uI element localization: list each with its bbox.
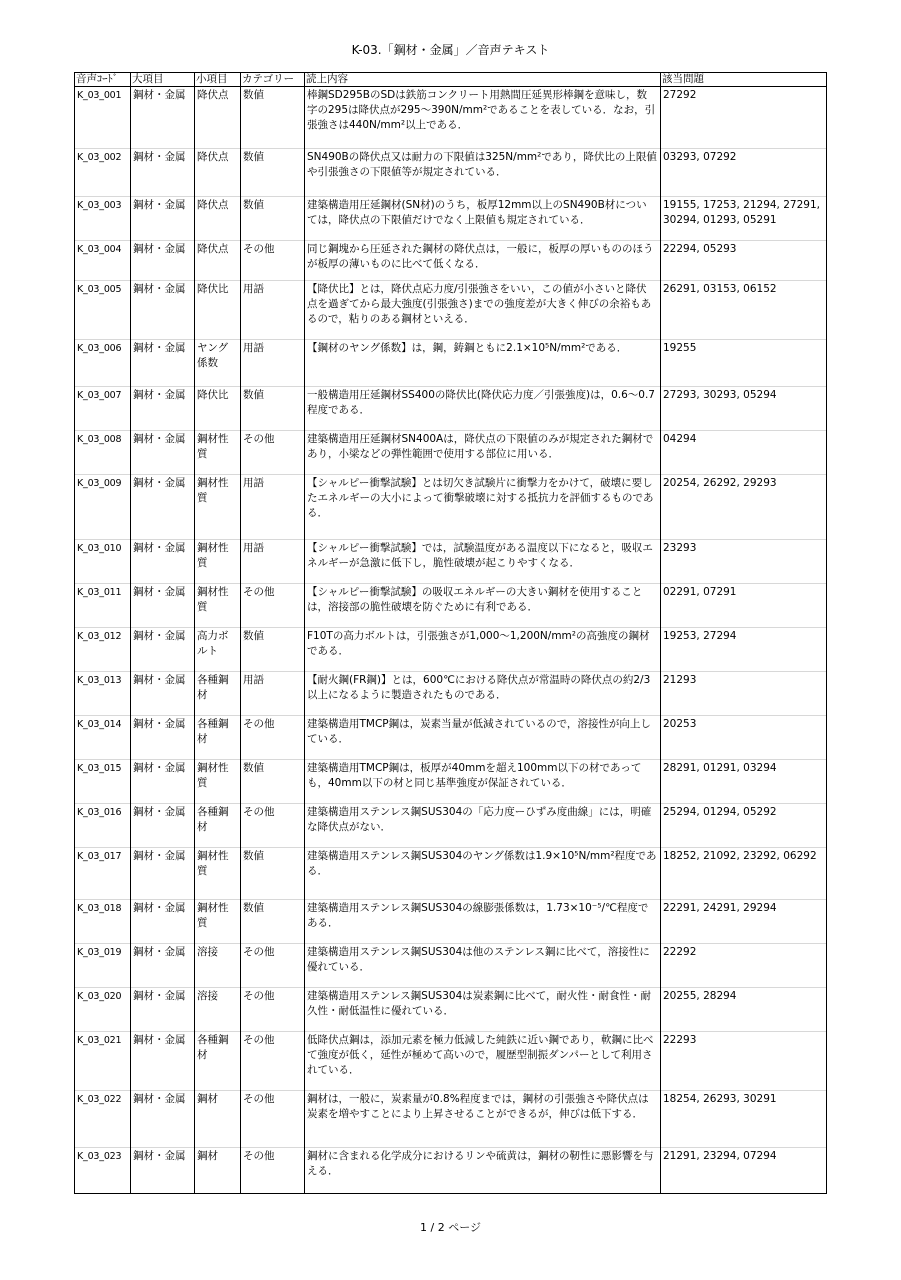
cell-minor: 各種鋼材 [195, 716, 241, 760]
cell-major: 鋼材・金属 [131, 804, 195, 848]
cell-text: 建築構造用ステンレス鋼SUS304は他のステンレス鋼に比べて，溶接性に優れている． [305, 944, 661, 988]
cell-text: 建築構造用TMCP鋼は，炭素当量が低減されているので，溶接性が向上している． [305, 716, 661, 760]
cell-text: 建築構造用圧延鋼材SN400Aは，降伏点の下限値のみが規定された鋼材であり，小梁などの弾性範囲で使用する部位に用いる． [305, 431, 661, 475]
cell-major: 鋼材・金属 [131, 431, 195, 475]
table-row [75, 1148, 827, 1194]
cell-minor: 降伏比 [195, 281, 241, 340]
cell-text: 【シャルピー衝撃試験】では，試験温度がある温度以下になると，吸収エネルギーが急激に低下し，脆性破壊が起こりやすくなる． [305, 540, 661, 584]
cell-category: その他 [241, 241, 305, 281]
cell-text: 建築構造用ステンレス鋼SUS304の「応力度ーひずみ度曲線」には，明確な降伏点がない． [305, 804, 661, 848]
cell-category: 数値 [241, 848, 305, 900]
cell-category: 数値 [241, 149, 305, 197]
cell-major: 鋼材・金属 [131, 540, 195, 584]
cell-code: K_03_003 [75, 197, 131, 241]
cell-major: 鋼材・金属 [131, 848, 195, 900]
cell-refs: 20255, 28294 [661, 988, 827, 1032]
cell-code: K_03_019 [75, 944, 131, 988]
cell-code: K_03_008 [75, 431, 131, 475]
cell-category: その他 [241, 1148, 305, 1194]
cell-major: 鋼材・金属 [131, 760, 195, 804]
cell-category: その他 [241, 944, 305, 988]
cell-text: 【シャルピー衝撃試験】の吸収エネルギーの大きい鋼材を使用することは，溶接部の脆性破壊を防ぐために有利である． [305, 584, 661, 628]
cell-text: 【耐火鋼(FR鋼)】とは，600℃における降伏点が常温時の降伏点の約2/3以上になるように製造されたものである． [305, 672, 661, 716]
cell-major: 鋼材・金属 [131, 387, 195, 431]
cell-minor: 降伏点 [195, 149, 241, 197]
cell-refs: 22293 [661, 1032, 827, 1091]
cell-category: その他 [241, 1032, 305, 1091]
table-body [75, 87, 827, 1194]
cell-major: 鋼材・金属 [131, 1032, 195, 1091]
cell-minor: 各種鋼材 [195, 1032, 241, 1091]
cell-code: K_03_002 [75, 149, 131, 197]
cell-refs: 21291, 23294, 07294 [661, 1148, 827, 1194]
cell-minor: 鋼材 [195, 1091, 241, 1148]
cell-major: 鋼材・金属 [131, 716, 195, 760]
cell-category: 数値 [241, 197, 305, 241]
cell-text: SN490Bの降伏点又は耐力の下限値は325N/mm²であり，降伏比の上限値や引張強さの下限値等が規定されている． [305, 149, 661, 197]
table-row [75, 197, 827, 241]
table-row [75, 340, 827, 387]
cell-refs: 23293 [661, 540, 827, 584]
cell-major: 鋼材・金属 [131, 475, 195, 540]
cell-category: その他 [241, 584, 305, 628]
cell-code: K_03_013 [75, 672, 131, 716]
cell-refs: 20253 [661, 716, 827, 760]
cell-major: 鋼材・金属 [131, 672, 195, 716]
cell-minor: 鋼材 [195, 1148, 241, 1194]
cell-major: 鋼材・金属 [131, 281, 195, 340]
cell-major: 鋼材・金属 [131, 340, 195, 387]
cell-refs: 22294, 05293 [661, 241, 827, 281]
table-row [75, 431, 827, 475]
cell-refs: 02291, 07291 [661, 584, 827, 628]
cell-code: K_03_005 [75, 281, 131, 340]
table-row [75, 387, 827, 431]
header-category: カテゴリー [241, 73, 305, 87]
cell-minor: 鋼材性質 [195, 848, 241, 900]
table-row [75, 584, 827, 628]
table-row [75, 900, 827, 944]
cell-code: K_03_021 [75, 1032, 131, 1091]
cell-minor: 鋼材性質 [195, 584, 241, 628]
cell-category: 数値 [241, 900, 305, 944]
audio-text-table [74, 72, 827, 1194]
cell-refs: 25294, 01294, 05292 [661, 804, 827, 848]
cell-minor: 降伏点 [195, 197, 241, 241]
cell-refs: 18254, 26293, 30291 [661, 1091, 827, 1148]
table-row [75, 1032, 827, 1091]
cell-category: その他 [241, 716, 305, 760]
table-row [75, 672, 827, 716]
cell-refs: 04294 [661, 431, 827, 475]
header-major: 大項目 [131, 73, 195, 87]
cell-major: 鋼材・金属 [131, 241, 195, 281]
cell-refs: 27293, 30293, 05294 [661, 387, 827, 431]
cell-code: K_03_011 [75, 584, 131, 628]
cell-category: 数値 [241, 87, 305, 149]
table-row [75, 628, 827, 672]
cell-refs: 19255 [661, 340, 827, 387]
header-minor: 小項目 [195, 73, 241, 87]
cell-code: K_03_014 [75, 716, 131, 760]
cell-refs: 26291, 03153, 06152 [661, 281, 827, 340]
cell-category: 用語 [241, 475, 305, 540]
cell-category: その他 [241, 804, 305, 848]
cell-minor: 降伏比 [195, 387, 241, 431]
cell-category: 用語 [241, 672, 305, 716]
cell-minor: 降伏点 [195, 87, 241, 149]
cell-refs: 21293 [661, 672, 827, 716]
cell-text: 建築構造用ステンレス鋼SUS304の線膨張係数は，1.73×10⁻⁵/℃程度である． [305, 900, 661, 944]
cell-refs: 22291, 24291, 29294 [661, 900, 827, 944]
table-row [75, 87, 827, 149]
table-row [75, 1091, 827, 1148]
cell-text: 同じ鋼塊から圧延された鋼材の降伏点は，一般に，板厚の厚いもののほうが板厚の薄いものに比べて低くなる． [305, 241, 661, 281]
cell-major: 鋼材・金属 [131, 1148, 195, 1194]
cell-code: K_03_010 [75, 540, 131, 584]
cell-text: 一般構造用圧延鋼材SS400の降伏比(降伏応力度／引張強度)は，0.6～0.7程度である． [305, 387, 661, 431]
cell-major: 鋼材・金属 [131, 197, 195, 241]
cell-text: 建築構造用ステンレス鋼SUS304のヤング係数は1.9×10⁵N/mm²程度である． [305, 848, 661, 900]
cell-major: 鋼材・金属 [131, 988, 195, 1032]
table-row [75, 149, 827, 197]
cell-category: その他 [241, 431, 305, 475]
cell-refs: 19155, 17253, 21294, 27291, 30294, 01293, 05291 [661, 197, 827, 241]
table-row [75, 988, 827, 1032]
cell-code: K_03_009 [75, 475, 131, 540]
table-row [75, 281, 827, 340]
cell-minor: 溶接 [195, 988, 241, 1032]
cell-category: 数値 [241, 628, 305, 672]
document-title: K-03.「鋼材・金属」／音声テキスト [351, 43, 550, 57]
cell-text: 建築構造用ステンレス鋼SUS304は炭素鋼に比べて，耐火性・耐食性・耐久性・耐低温性に優れている． [305, 988, 661, 1032]
cell-category: 数値 [241, 387, 305, 431]
cell-minor: 各種鋼材 [195, 672, 241, 716]
cell-text: 【鋼材のヤング係数】は，鋼，鋳鋼ともに2.1×10⁵N/mm²である． [305, 340, 661, 387]
header-text: 読上内容 [305, 73, 661, 87]
cell-refs: 19253, 27294 [661, 628, 827, 672]
cell-text: 鋼材は，一般に，炭素量が0.8%程度までは，鋼材の引張強さや降伏点は炭素を増やすことにより上昇させることができるが，伸びは低下する． [305, 1091, 661, 1148]
cell-code: K_03_018 [75, 900, 131, 944]
cell-major: 鋼材・金属 [131, 87, 195, 149]
cell-code: K_03_007 [75, 387, 131, 431]
cell-category: 用語 [241, 281, 305, 340]
cell-major: 鋼材・金属 [131, 149, 195, 197]
table-row [75, 716, 827, 760]
cell-minor: 鋼材性質 [195, 900, 241, 944]
cell-refs: 28291, 01291, 03294 [661, 760, 827, 804]
header-code: 音声ｺｰﾄﾞ [75, 73, 131, 87]
cell-refs: 22292 [661, 944, 827, 988]
cell-minor: 高力ボルト [195, 628, 241, 672]
cell-code: K_03_020 [75, 988, 131, 1032]
cell-refs: 20254, 26292, 29293 [661, 475, 827, 540]
cell-minor: 降伏点 [195, 241, 241, 281]
cell-code: K_03_022 [75, 1091, 131, 1148]
table-row [75, 804, 827, 848]
cell-category: 用語 [241, 540, 305, 584]
cell-text: 【降伏比】とは，降伏点応力度/引張強さをいい，この値が小さいと降伏点を過ぎてから最大強度(引張強さ)までの強度差が大きく伸びの余裕もあるので，粘りのある鋼材といえる． [305, 281, 661, 340]
cell-code: K_03_023 [75, 1148, 131, 1194]
header-refs: 該当問題 [661, 73, 827, 87]
table-row [75, 944, 827, 988]
cell-major: 鋼材・金属 [131, 944, 195, 988]
cell-refs: 18252, 21092, 23292, 06292 [661, 848, 827, 900]
cell-category: その他 [241, 1091, 305, 1148]
table-row [75, 848, 827, 900]
cell-category: 数値 [241, 760, 305, 804]
cell-minor: 溶接 [195, 944, 241, 988]
cell-code: K_03_006 [75, 340, 131, 387]
cell-refs: 27292 [661, 87, 827, 149]
cell-major: 鋼材・金属 [131, 584, 195, 628]
cell-text: 棒鋼SD295BのSDは鉄筋コンクリート用熱間圧延異形棒鋼を意味し，数字の295は降伏点が295～390N/mm²であることを表している．なお，引張強さは440N/mm²以上である． [305, 87, 661, 149]
cell-category: 用語 [241, 340, 305, 387]
cell-text: F10Tの高力ボルトは，引張強さが1,000～1,200N/mm²の高強度の鋼材である． [305, 628, 661, 672]
cell-major: 鋼材・金属 [131, 628, 195, 672]
cell-text: 建築構造用圧延鋼材(SN材)のうち，板厚12mm以上のSN490B材については，降伏点の下限値だけでなく上限値も規定されている． [305, 197, 661, 241]
cell-minor: 鋼材性質 [195, 540, 241, 584]
cell-major: 鋼材・金属 [131, 1091, 195, 1148]
cell-category: その他 [241, 988, 305, 1032]
table-row [75, 475, 827, 540]
cell-code: K_03_001 [75, 87, 131, 149]
page-footer: 1 / 2 ページ [420, 1221, 481, 1234]
cell-minor: 鋼材性質 [195, 475, 241, 540]
cell-code: K_03_012 [75, 628, 131, 672]
table-row [75, 540, 827, 584]
cell-minor: 各種鋼材 [195, 804, 241, 848]
cell-major: 鋼材・金属 [131, 900, 195, 944]
cell-minor: 鋼材性質 [195, 760, 241, 804]
cell-code: K_03_004 [75, 241, 131, 281]
table-header-row [75, 73, 827, 87]
table-row [75, 760, 827, 804]
cell-text: 【シャルピー衝撃試験】とは切欠き試験片に衝撃力をかけて，破壊に要したエネルギーの大小によって衝撃破壊に対する抵抗力を評価するものである． [305, 475, 661, 540]
cell-text: 鋼材に含まれる化学成分におけるリンや硫黄は，鋼材の靭性に悪影響を与える． [305, 1148, 661, 1194]
cell-code: K_03_016 [75, 804, 131, 848]
cell-text: 建築構造用TMCP鋼は，板厚が40mmを超え100mm以下の材であっても，40mm以下の材と同じ基準強度が保証されている． [305, 760, 661, 804]
cell-code: K_03_015 [75, 760, 131, 804]
table-row [75, 241, 827, 281]
cell-minor: 鋼材性質 [195, 431, 241, 475]
cell-code: K_03_017 [75, 848, 131, 900]
cell-text: 低降伏点鋼は，添加元素を極力低減した純鉄に近い鋼であり，軟鋼に比べて強度が低く，延性が極めて高いので，履歴型制振ダンパーとして利用されている． [305, 1032, 661, 1091]
cell-refs: 03293, 07292 [661, 149, 827, 197]
cell-minor: ヤング係数 [195, 340, 241, 387]
